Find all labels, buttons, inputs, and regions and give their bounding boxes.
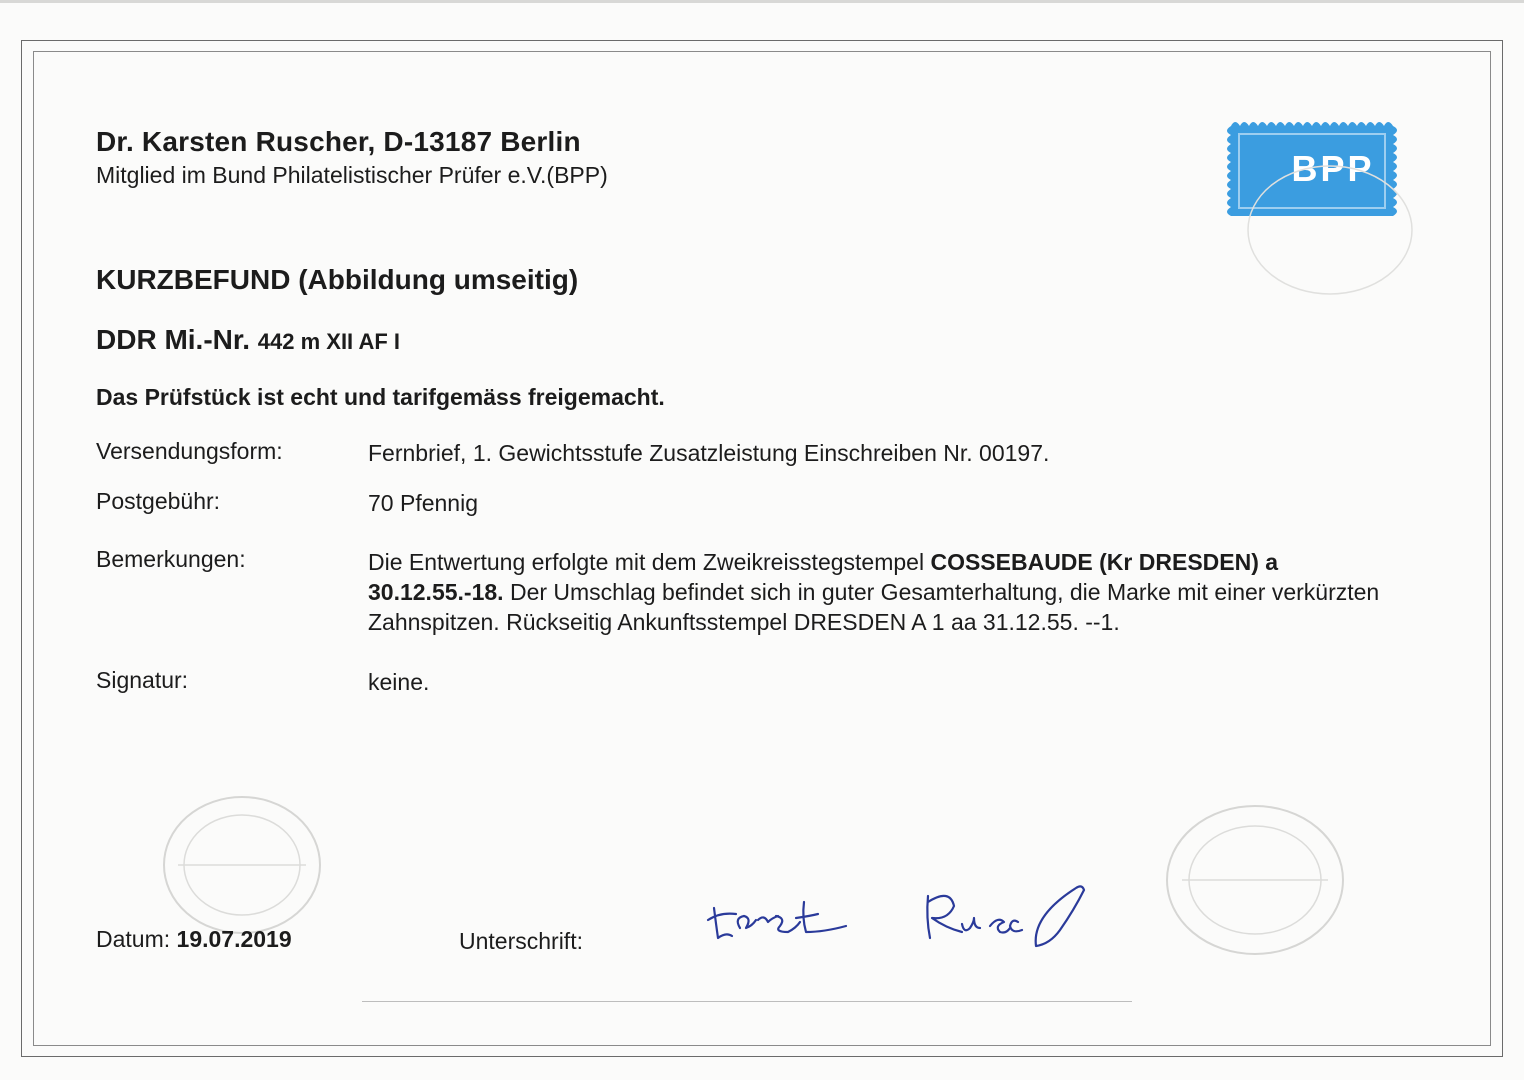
svg-text:BPP: BPP [1291,148,1375,189]
bemerkungen-label: Bemerkungen: [96,546,246,572]
versand-value: Fernbrief, 1. Gewichtsstufe Zusatzleistung Einschreiben Nr. 00197. [368,440,1050,466]
paper-edge [0,0,1524,3]
versand-label: Versendungsform: [96,438,283,464]
gebuehr-value: 70 Pfennig [368,490,478,516]
handwritten-signature [700,868,1140,958]
signatur-label: Signatur: [96,667,189,693]
examiner-membership: Mitglied im Bund Philatelistischer Prüfer e.V.(BPP) [96,162,608,188]
embossed-seal-left [158,790,326,940]
signature-underline [362,1001,1132,1002]
datum-line: Datum: 19.07.2019 [96,926,292,952]
catalog-number: DDR Mi.-Nr. 442 m XII AF I [96,324,401,355]
gebuehr-label: Postgebühr: [96,488,221,514]
embossed-seal-right [1160,800,1350,960]
signatur-value: keine. [368,669,430,695]
embossed-seal-top [1240,160,1420,300]
bemerkungen-value: Die Entwertung erfolgte mit dem Zweikreisstegstempel COSSEBAUDE (Kr DRESDEN) a 30.12.55.-18. Der Umschlag befindet sich in guter Gesamterhaltung, die Marke mit einer verkürzten Zahnspitzen. Rückseitig Ankunftsstempel DRESDEN A 1 aa 31.12.55. --1. [368,549,1380,635]
examiner-name: Dr. Karsten Ruscher, D-13187 Berlin [96,126,581,157]
unterschrift-label: Unterschrift: [459,928,583,954]
verdict-statement: Das Prüfstück ist echt und tarifgemäss freigemacht. [96,384,665,410]
report-title: KURZBEFUND (Abbildung umseitig) [96,264,579,295]
